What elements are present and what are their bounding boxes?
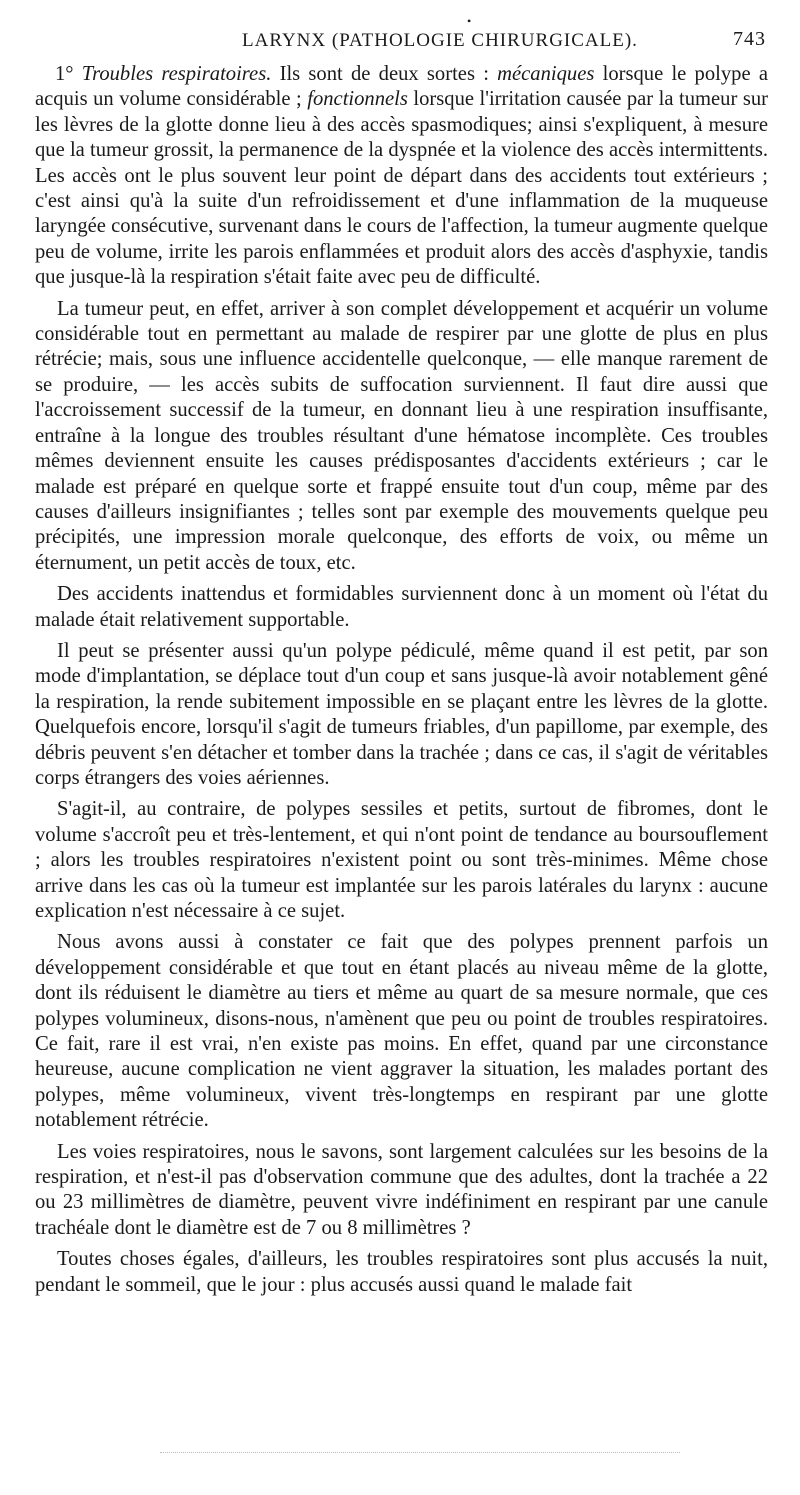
text-segment: Ils sont de deux sortes :	[271, 63, 498, 85]
body-text	[35, 62, 768, 1304]
paragraph: Toutes choses égales, d'ailleurs, les troubles respiratoires sont plus accusés la nuit, pendant le sommeil, que le jour : plus accusés aussi quand le malade fait	[35, 1248, 768, 1296]
header-mark: •	[467, 14, 473, 28]
page-header	[30, 14, 770, 58]
italic-term: mécaniques	[497, 63, 595, 85]
section-number: 1°	[55, 63, 82, 85]
paragraph: Les voies respiratoires, nous le savons, sont largement calculées sur les besoins de la respiration, et n'est-il pas d'observation commune que des adultes, dont la trachée a 22 ou 23 millimètres de diamètre, peuvent vivre indéfiniment en respirant par une canule trachéale dont le diamètre est de 7 ou 8 millimètres ?	[35, 1140, 768, 1239]
footer-rule	[160, 1452, 680, 1463]
text-segment: lorsque l'irritation causée par la tumeur sur les lèvres de la glotte donne lieu à des accès spasmodiques; ainsi s'expliquent, à mesure que la tumeur grossit, la permanence de la dyspnée et la violence des accès intermittents. Les accès ont le plus souvent leur point de départ dans des accidents tout extérieurs ; c'est ainsi qu'à la suite d'un refroidissement et d'une inflammation de la muqueuse laryngée consécutive, survenant dans le cours de l'affection, la tumeur augmente quelque peu de volume, irrite les parois enflammées et produit alors des accès d'asphyxie, tandis que jusque-là la respiration s'était faite avec peu de difficulté.	[35, 88, 768, 289]
paragraph: S'agit-il, au contraire, de polypes sessiles et petits, surtout de fibromes, dont le volume s'accroît peu et très-lentement, et qui n'ont point de tendance au boursouflement ; alors les troubles respiratoires n'existent point ou sont très-minimes. Même chose arrive dans les cas où la tumeur est implantée sur les parois latérales du larynx : aucune explication n'est nécessaire à ce sujet.	[35, 798, 768, 922]
text-segment: lorsque le polype a acquis un volume considérable ;	[35, 63, 768, 111]
paragraph	[35, 62, 768, 291]
paragraph: La tumeur peut, en effet, arriver à son complet développement et acquérir un volume considérable tout en permettant au malade de respirer par une glotte de plus en plus rétrécie; mais, sous une influence accidentelle quelconque, — elle manque rarement de se produire, — les accès subits de suffocation surviennent. Il faut dire aussi que l'accroissement successif de la tumeur, en donnant lieu à une respiration insuffisante, entraîne à la longue des troubles résultant d'une hématose incomplète. Ces troubles mêmes deviennent ensuite les causes prédisposantes d'accidents extérieurs ; car le malade est préparé en quelque sorte et frappé ensuite tout d'un coup, même par des causes d'ailleurs insignifiantes ; telles sont par exemple des mouvements quelque peu précipités, une impression morale quelconque, des efforts de voix, ou même un éternument, un petit accès de toux, etc.	[35, 297, 768, 574]
paragraph: Des accidents inattendus et formidables surviennent donc à un moment où l'état du malade était relativement supportable.	[35, 583, 768, 631]
page-number: 743	[733, 28, 766, 50]
running-title: LARYNX (PATHOLOGIE CHIRURGICALE).	[242, 30, 638, 51]
italic-term: fonctionnels	[307, 88, 408, 111]
paragraph: Il peut se présenter aussi qu'un polype pédiculé, même quand il est petit, par son mode d'implantation, se déplace tout d'un coup et sans jusque-là avoir notablement gêné la respiration, la rende subitement impossible en se plaçant entre les lèvres de la glotte. Quelquefois encore, lorsqu'il s'agit de tumeurs friables, d'un papillome, par exemple, des débris peuvent s'en détacher et tomber dans la trachée ; dans ce cas, il s'agit de véritables corps étrangers des voies aériennes.	[35, 639, 768, 789]
paragraph: Nous avons aussi à constater ce fait que des polypes prennent parfois un développement considérable et que tout en étant placés au niveau même de la glotte, dont ils réduisent le diamètre au tiers et même au quart de sa mesure normale, que ces polypes volumineux, disons-nous, n'amènent que peu ou point de troubles respiratoires. Ce fait, rare il est vrai, n'en existe pas moins. En effet, quand par une circonstance heureuse, aucune complication ne vient aggraver la situation, les malades portant des polypes, même volumineux, vivent très-longtemps en respirant par une glotte notablement rétrécie.	[35, 931, 768, 1132]
section-heading: Troubles respiratoires.	[81, 63, 272, 85]
